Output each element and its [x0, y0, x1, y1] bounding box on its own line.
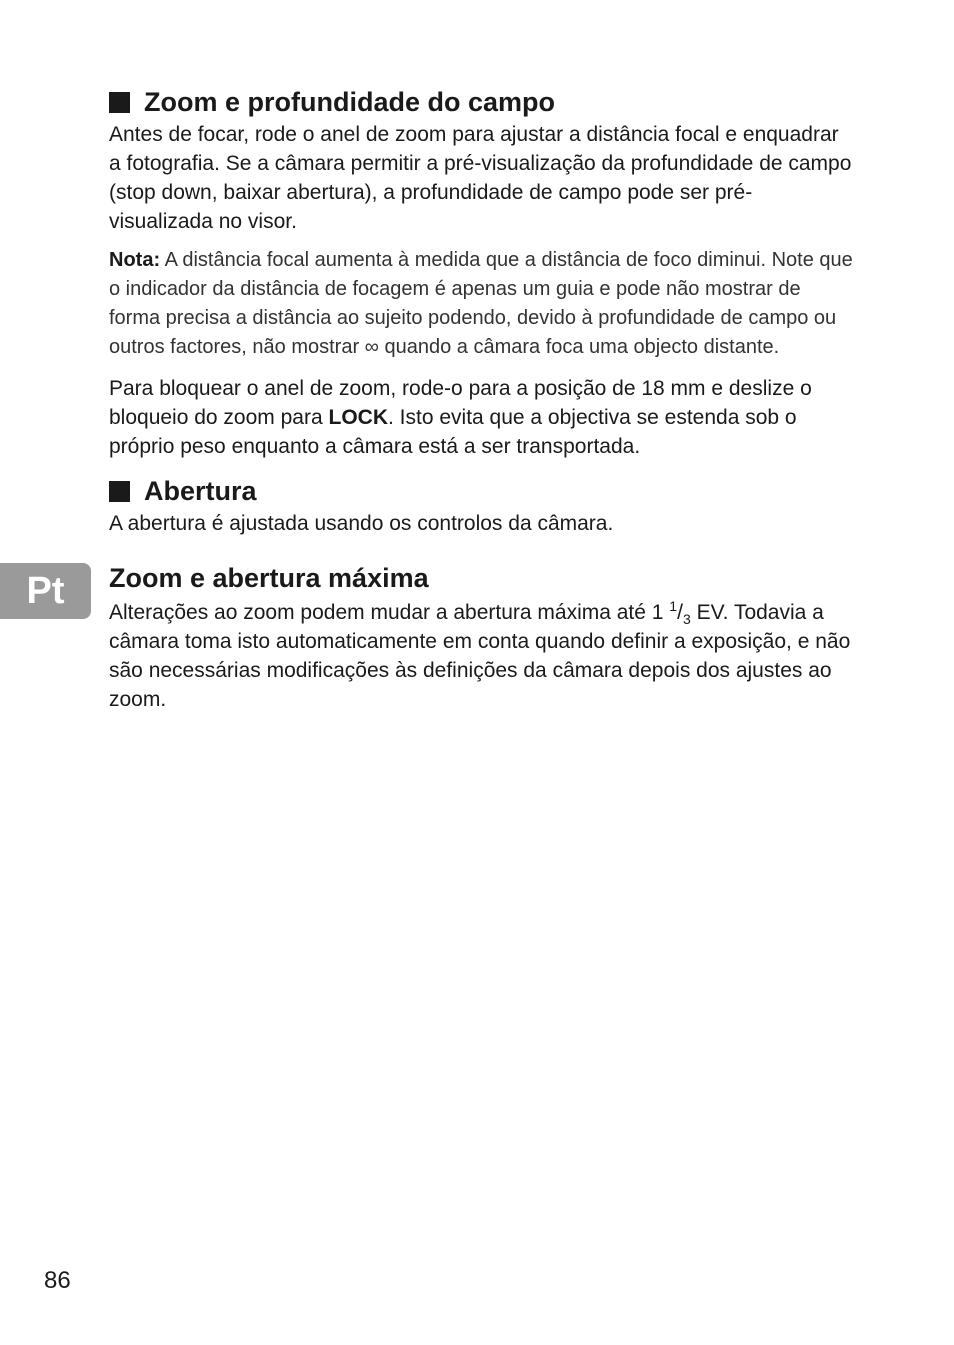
max-aperture-text-before: Alterações ao zoom podem mudar a abertura máxima até 1	[109, 601, 670, 624]
lock-text-before: Para bloquear o anel de zoom, rode-o para a posição de 18 mm e deslize o bloqueio do zoom para	[109, 377, 812, 429]
note-label: Nota:	[109, 249, 161, 271]
section-title: Zoom e profundidade do campo	[144, 87, 555, 117]
zoom-depth-paragraph: Antes de focar, rode o anel de zoom para ajustar a distância focal e enquadrar a fotografia. Se a câmara permitir a pré-visualização da profundidade de campo (stop down, baixar abertura), a profundidade de campo pode ser pré-visualizada no visor.	[109, 123, 852, 233]
fraction-numerator: 1	[669, 598, 678, 614]
square-bullet-icon	[109, 481, 130, 502]
section-heading-zoom-depth	[109, 84, 854, 120]
aperture-paragraph: A abertura é ajustada usando os controlos da câmara.	[109, 512, 614, 535]
lock-text-after: . Isto evita que a objectiva se estenda sob o próprio peso enquanto a câmara está a ser transportada.	[109, 406, 797, 458]
square-bullet-icon	[109, 92, 130, 113]
lock-keyword: LOCK	[328, 406, 388, 429]
fraction-slash: /	[677, 601, 683, 624]
language-tab: Pt	[0, 563, 91, 619]
page-content	[109, 84, 854, 714]
note-text: A distância focal aumenta à medida que a distância de foco diminui. Note que o indicador da distância de focagem é apenas um guia e pode não mostrar de forma precisa a distância ao sujeito podendo, devido à profundidade de campo ou outros factores, não mostrar ∞ quando a câmara foca uma objecto distante.	[109, 249, 853, 358]
section-heading-aperture	[109, 473, 854, 509]
zoom-lock-paragraph	[109, 374, 854, 461]
note-paragraph	[109, 246, 854, 362]
section-title: Abertura	[144, 476, 257, 506]
max-aperture-text-after: EV. Todavia a câmara toma isto automaticamente em conta quando definir a exposição, e não são necessárias modificações às definições da câmara depois dos ajustes ao zoom.	[109, 601, 851, 711]
zoom-max-aperture-paragraph	[109, 598, 854, 714]
fraction-denominator: 3	[682, 611, 691, 628]
page-number: 86	[44, 1267, 71, 1294]
subsection-heading-zoom-max-aperture: Zoom e abertura máxima	[109, 563, 429, 593]
